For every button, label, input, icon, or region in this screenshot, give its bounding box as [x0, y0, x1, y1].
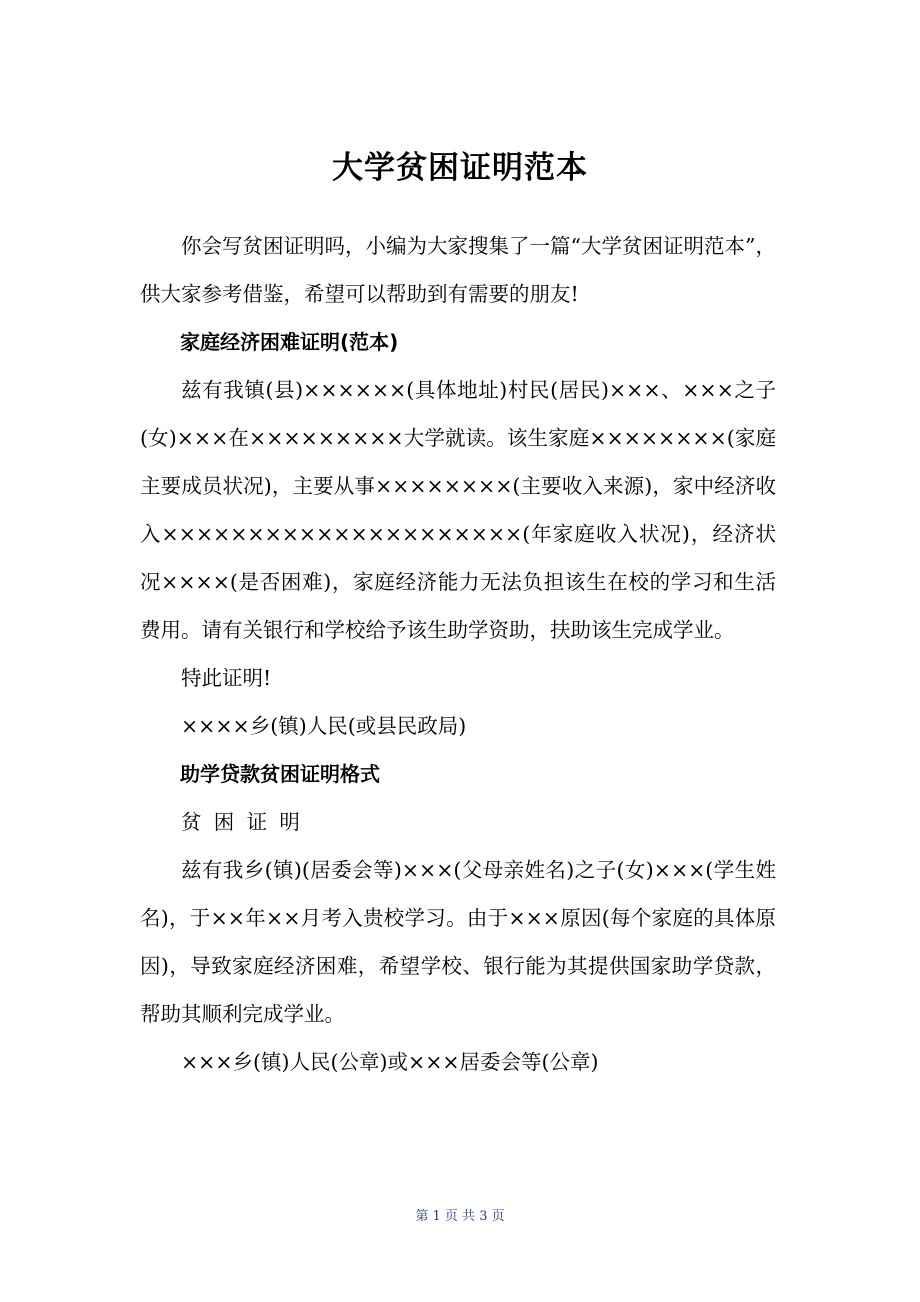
loan-certificate-body: 兹有我乡(镇)(居委会等)×××(父母亲姓名)之子(女)×××(学生姓名)，于××年××月考入贵校学习。由于×××原因(每个家庭的具体原因)，导致家庭经济困难，希望学校、银行能为其提供国家助学贷款，帮助其顺利完成学业。 — [140, 858, 776, 1026]
certificate-body-paragraph: 兹有我镇(县)××××××(具体地址)村民(居民)×××、×××之子(女)×××在×××××××××大学就读。该生家庭××××××××(家庭主要成员状况)，主要从事××××××××(主要收入来源)，家中经济收入×××××××××××××××××××××(年家庭收入状况)，经济状况××××(是否困难)，家庭经济能力无法负担该生在校的学习和生活费用。请有关银行和学校给予该生助学资助，扶助该生完成学业。 — [140, 378, 776, 642]
loan-certificate-title: 贫困证明 — [181, 810, 313, 834]
certificate-signature: ××××乡(镇)人民(或县民政局) — [181, 714, 467, 738]
section-heading-family-hardship: 家庭经济困难证明(范本) — [180, 330, 399, 354]
document-title: 大学贫困证明范本 — [332, 150, 588, 186]
section-heading-loan-format: 助学贷款贫困证明格式 — [180, 762, 380, 786]
certificate-closing: 特此证明! — [181, 666, 272, 690]
intro-paragraph: 你会写贫困证明吗，小编为大家搜集了一篇“大学贫困证明范本”，供大家参考借鉴，希望可以帮助到有需要的朋友! — [140, 234, 776, 306]
document-body — [140, 222, 776, 1086]
page-number-footer: 第 1 页 共 3 页 — [415, 1209, 505, 1224]
loan-certificate-signature: ×××乡(镇)人民(公章)或×××居委会等(公章) — [181, 1050, 599, 1074]
